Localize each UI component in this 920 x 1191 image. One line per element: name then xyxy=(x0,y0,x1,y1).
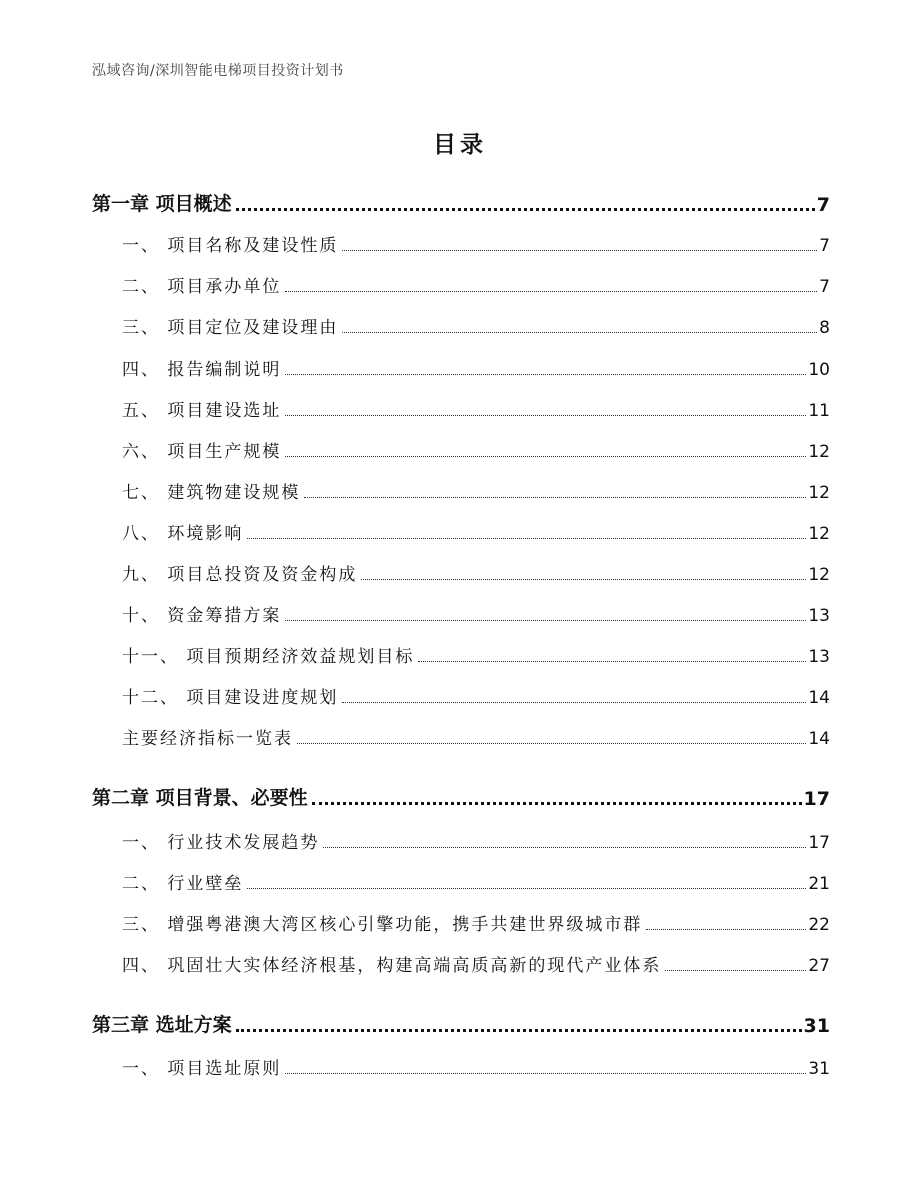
toc-section-entry[interactable] xyxy=(92,870,830,894)
toc-entry-title: 二、 行业壁垒 xyxy=(122,874,244,894)
toc-entry-title: 十、 资金筹措方案 xyxy=(122,606,282,626)
dot-leader xyxy=(247,887,806,889)
toc-section-entry[interactable] xyxy=(92,397,830,421)
toc-entry-title: 二、 项目承办单位 xyxy=(122,277,282,297)
dot-leader xyxy=(247,537,806,539)
dot-leader xyxy=(297,742,806,744)
toc-entry-title: 六、 项目生产规模 xyxy=(122,442,282,462)
dot-leader xyxy=(342,331,817,333)
toc-section-entry[interactable] xyxy=(92,232,830,256)
toc-section-entry[interactable] xyxy=(92,829,830,853)
toc-entry-title: 三、 增强粤港澳大湾区核心引擎功能，携手共建世界级城市群 xyxy=(122,915,643,935)
toc-entry-title: 第三章 选址方案 xyxy=(92,1014,232,1036)
toc-page-number: 17 xyxy=(808,833,830,853)
toc-entry-title: 十二、 项目建设进度规划 xyxy=(122,688,339,708)
toc-section-entry[interactable] xyxy=(92,684,830,708)
toc-page-number: 12 xyxy=(808,565,830,585)
toc-entry-title: 七、 建筑物建设规模 xyxy=(122,483,301,503)
dot-leader xyxy=(304,496,806,498)
toc-entry-title: 一、 项目选址原则 xyxy=(122,1059,282,1079)
toc-entry-title: 一、 行业技术发展趋势 xyxy=(122,833,320,853)
toc-entry-title: 十一、 项目预期经济效益规划目标 xyxy=(122,647,415,667)
dot-leader xyxy=(342,701,806,703)
dot-leader xyxy=(285,414,806,416)
toc-section-entry[interactable] xyxy=(92,602,830,626)
toc-page-number: 14 xyxy=(808,688,830,708)
toc-section-entry[interactable] xyxy=(92,273,830,297)
toc-page-number: 12 xyxy=(808,483,830,503)
toc-page-number: 31 xyxy=(808,1059,830,1079)
toc-entry-title: 第一章 项目概述 xyxy=(92,193,232,215)
dot-leader xyxy=(236,1028,802,1032)
dot-leader xyxy=(285,619,806,621)
toc-page-number: 13 xyxy=(808,647,830,667)
toc-page-number: 12 xyxy=(808,524,830,544)
toc-page-number: 22 xyxy=(808,915,830,935)
toc-entry-title: 四、 报告编制说明 xyxy=(122,360,282,380)
dot-leader xyxy=(665,969,806,971)
toc-entry-title: 三、 项目定位及建设理由 xyxy=(122,318,339,338)
toc-section-entry[interactable] xyxy=(92,561,830,585)
toc-entry-title: 八、 环境影响 xyxy=(122,524,244,544)
toc-section-entry[interactable] xyxy=(92,911,830,935)
toc-page-number: 7 xyxy=(816,194,830,216)
dot-leader xyxy=(285,1072,806,1074)
dot-leader xyxy=(285,373,806,375)
toc-entry-title: 四、 巩固壮大实体经济根基，构建高端高质高新的现代产业体系 xyxy=(122,956,662,976)
running-header: 泓域咨询/深圳智能电梯项目投资计划书 xyxy=(92,63,344,79)
dot-leader xyxy=(312,801,802,805)
dot-leader xyxy=(323,846,806,848)
toc-page-number: 10 xyxy=(808,360,830,380)
toc-page-number: 14 xyxy=(808,729,830,749)
toc-page-number: 7 xyxy=(819,277,830,297)
dot-leader xyxy=(342,249,817,251)
toc-section-entry[interactable] xyxy=(92,1055,830,1079)
toc-title: 目录 xyxy=(433,132,487,158)
dot-leader xyxy=(236,207,815,211)
toc-section-entry[interactable] xyxy=(92,725,830,749)
toc-section-entry[interactable] xyxy=(92,952,830,976)
toc-section-entry[interactable] xyxy=(92,520,830,544)
toc-entry-title: 第二章 项目背景、必要性 xyxy=(92,787,308,809)
toc-chapter-entry[interactable] xyxy=(92,1009,830,1037)
dot-leader xyxy=(285,290,817,292)
toc-entry-title: 五、 项目建设选址 xyxy=(122,401,282,421)
toc-page-number: 11 xyxy=(808,401,830,421)
toc-section-entry[interactable] xyxy=(92,314,830,338)
toc-section-entry[interactable] xyxy=(92,356,830,380)
toc-page-number: 31 xyxy=(803,1015,830,1037)
toc-chapter-entry[interactable] xyxy=(92,188,830,216)
toc-entry-title: 一、 项目名称及建设性质 xyxy=(122,236,339,256)
toc-chapter-entry[interactable] xyxy=(92,782,830,810)
toc-entry-title: 主要经济指标一览表 xyxy=(122,729,293,749)
toc-page-number: 27 xyxy=(808,956,830,976)
toc-page-number: 17 xyxy=(803,788,830,810)
toc-page-number: 8 xyxy=(819,318,830,338)
toc-page-number: 12 xyxy=(808,442,830,462)
dot-leader xyxy=(285,455,806,457)
toc-page-number: 7 xyxy=(819,236,830,256)
toc-section-entry[interactable] xyxy=(92,479,830,503)
toc-entry-title: 九、 项目总投资及资金构成 xyxy=(122,565,358,585)
toc-page-number: 21 xyxy=(808,874,830,894)
dot-leader xyxy=(361,578,806,580)
toc-section-entry[interactable] xyxy=(92,643,830,667)
toc-page-number: 13 xyxy=(808,606,830,626)
dot-leader xyxy=(646,928,806,930)
toc-section-entry[interactable] xyxy=(92,438,830,462)
dot-leader xyxy=(418,660,806,662)
